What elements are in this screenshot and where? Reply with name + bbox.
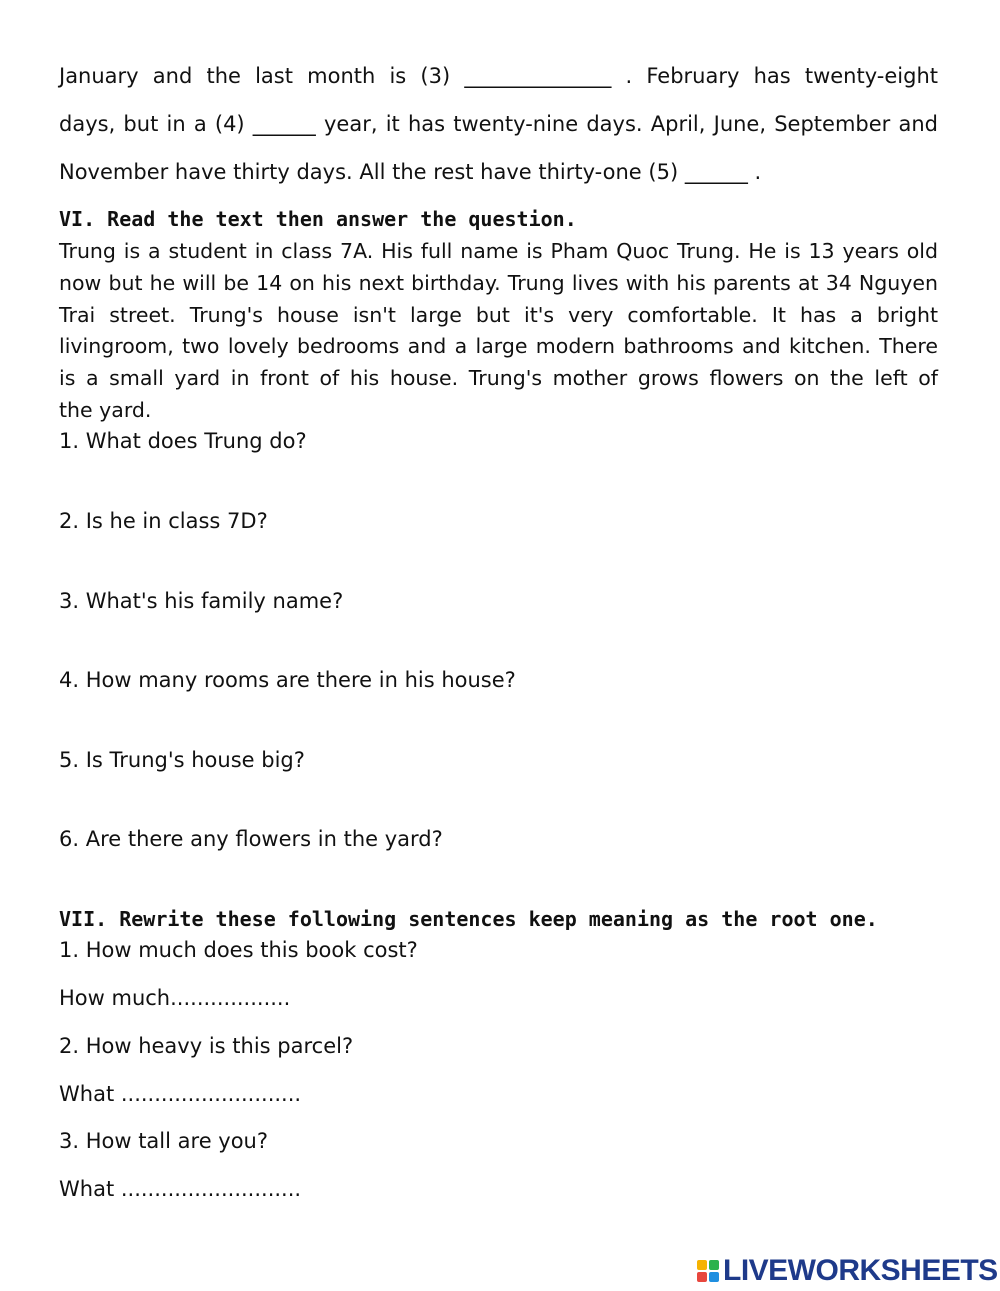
passage-line: now but he will be 14 on his next birthday. Trung lives with his parents at 34 Nguyen xyxy=(59,270,938,295)
passage-line: Trai street. Trung's house isn't large but it's very comfortable. It has a bright xyxy=(59,302,938,327)
fill-blank-line-1: January and the last month is (3) ______________ . February has twenty-eight xyxy=(59,64,938,88)
rewrite-question-2: 2. How heavy is this parcel? xyxy=(59,1034,354,1058)
logo-block xyxy=(709,1272,719,1282)
liveworksheets-logo xyxy=(697,1254,998,1288)
section-6-heading: VI. Read the text then answer the question. xyxy=(59,207,577,231)
question-2: 2. Is he in class 7D? xyxy=(59,509,268,533)
question-5: 5. Is Trung's house big? xyxy=(59,748,305,772)
rewrite-answer-2[interactable]: What ........................... xyxy=(59,1082,302,1106)
question-4: 4. How many rooms are there in his house? xyxy=(59,668,516,692)
rewrite-answer-1[interactable]: How much.................. xyxy=(59,986,291,1010)
fill-blank-line-2: days, but in a (4) ______ year, it has twenty-nine days. April, June, September and xyxy=(59,112,938,136)
section-7-heading: VII. Rewrite these following sentences keep meaning as the root one. xyxy=(59,907,878,931)
logo-blocks-icon xyxy=(697,1260,719,1282)
fill-blank-line-3: November have thirty days. All the rest have thirty-one (5) ______ . xyxy=(59,160,762,184)
rewrite-question-1: 1. How much does this book cost? xyxy=(59,938,418,962)
logo-block xyxy=(697,1272,707,1282)
logo-block xyxy=(709,1260,719,1270)
question-3: 3. What's his family name? xyxy=(59,589,344,613)
rewrite-question-3: 3. How tall are you? xyxy=(59,1129,269,1153)
logo-block xyxy=(697,1260,707,1270)
question-1: 1. What does Trung do? xyxy=(59,429,307,453)
question-6: 6. Are there any flowers in the yard? xyxy=(59,827,443,851)
passage-line: the yard. xyxy=(59,397,152,422)
logo-text: LIVEWORKSHEETS xyxy=(723,1254,998,1287)
passage-line: livingroom, two lovely bedrooms and a large modern bathrooms and kitchen. There xyxy=(59,334,938,359)
passage-line: is a small yard in front of his house. Trung's mother grows flowers on the left of xyxy=(59,366,938,391)
reading-passage xyxy=(59,236,938,427)
rewrite-answer-3[interactable]: What ........................... xyxy=(59,1177,302,1201)
passage-line: Trung is a student in class 7A. His full name is Pham Quoc Trung. He is 13 years old xyxy=(59,239,938,263)
